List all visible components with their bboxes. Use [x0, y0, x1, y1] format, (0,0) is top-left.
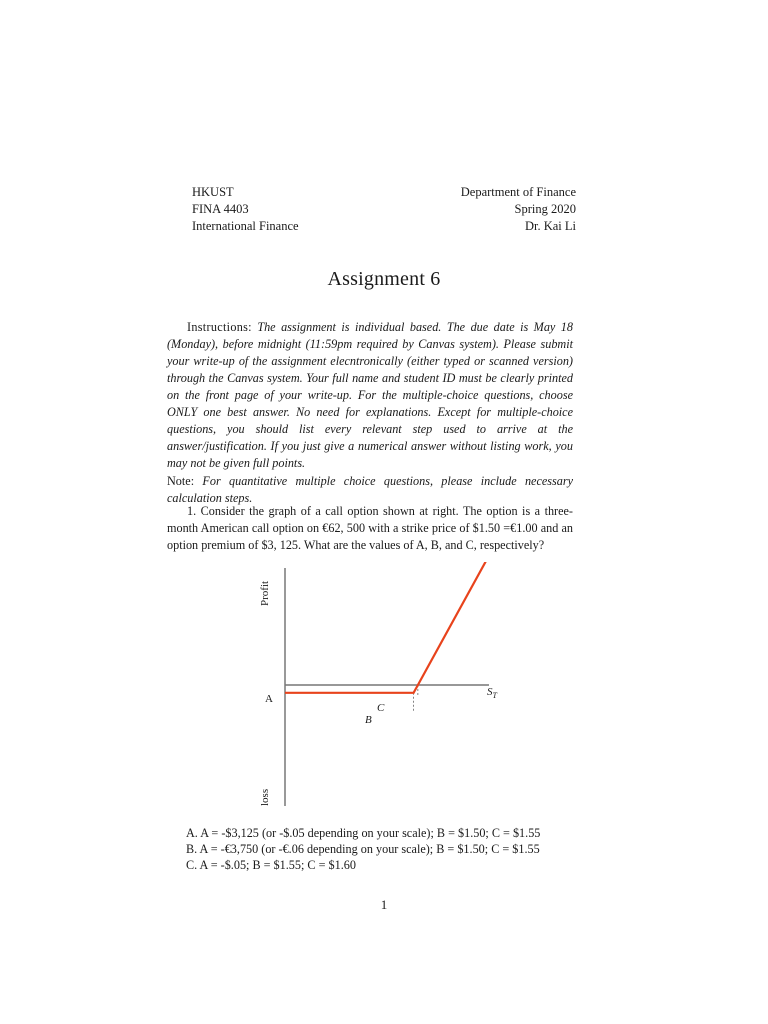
- choice-c: C. A = -$.05; B = $1.55; C = $1.60: [186, 858, 356, 872]
- note-body: For quantitative multiple choice questions, please include necessary calculation steps.: [167, 474, 574, 505]
- x-axis-label-s: S: [487, 686, 493, 698]
- header-department: Department of Finance: [460, 185, 576, 199]
- point-label-c: C: [377, 702, 385, 714]
- y-axis-label-loss: loss: [259, 788, 271, 806]
- call-option-chart: [255, 562, 515, 812]
- instructions-paragraph: [167, 319, 573, 472]
- header-instructor: Dr. Kai Li: [524, 219, 576, 233]
- header-term: Spring 2020: [514, 202, 576, 216]
- instructions-body: The assignment is individual based. The due date is May 18 (Monday), before midnight (11:59pm required by Canvas system). Please submit your write-up of the assignment elecntronically (either typed or scanned version) through the Canvas system. Your full name and student ID must be clearly printed on the front page of your write-up. For the multiple-choice questions, choose ONLY one best answer. No need for explanations. Except for multiple-choice questions, you should list every relevant step used to arrive at the answer/justification. If you just give a numerical answer without listing work, you may not be given full points.: [167, 320, 573, 470]
- header-left: [192, 184, 299, 235]
- header-right: [400, 184, 576, 235]
- payoff-series-line: [285, 562, 495, 693]
- call-option-figure: [255, 562, 515, 812]
- answer-choices: [186, 825, 540, 873]
- page-title: Assignment 6: [327, 268, 441, 290]
- note-lead: Note:: [167, 474, 195, 488]
- point-label-b: B: [365, 714, 372, 726]
- point-label-a: A: [265, 693, 273, 705]
- choice-a: A. A = -$3,125 (or -$.05 depending on your scale); B = $1.50; C = $1.55: [186, 826, 541, 840]
- header-school: HKUST: [192, 185, 234, 199]
- x-axis-label-sub: T: [492, 691, 497, 701]
- y-axis-label-profit: Profit: [259, 580, 271, 606]
- header-course-name: International Finance: [192, 219, 299, 233]
- instructions-lead: Instructions:: [187, 320, 252, 334]
- choice-b: B. A = -€3,750 (or -€.06 depending on your scale); B = $1.50; C = $1.55: [186, 842, 540, 856]
- header-course: FINA 4403: [192, 202, 249, 216]
- x-axis-label-st: [487, 686, 497, 700]
- question-1-text: 1. Consider the graph of a call option shown at right. The option is a three-month American call option on €62, 500 with a strike price of $1.50 =€1.00 and an option premium of $3, 125. What are the values of A, B, and C, respectively?: [167, 504, 573, 552]
- page-number: 1: [380, 897, 388, 912]
- note-paragraph: [167, 473, 573, 507]
